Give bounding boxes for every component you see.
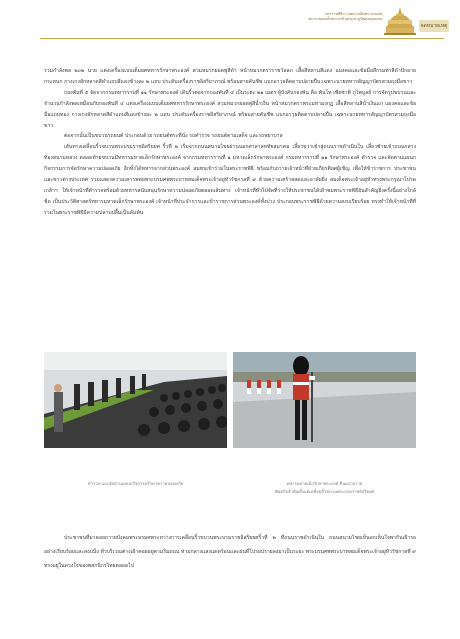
main-text [44, 66, 416, 219]
right-photo-caption [233, 480, 416, 496]
paragraph-2: กองพันที่ ๕ จัดจากกรมทหารราบที่ ๑๑ รักษาพระองค์ เดินริ้วต่อจากกองพันที่ ๔ เป็นระยะ ๒๑ เมตร ผู้บังคับกองพัน คือ พันโท เพียซาติ ภูไพบูลย์ การจัดรูปขบวนและจำนวนกำลังพลเหมือนกับกองพันที่ ๔ แต่งเครื่องแบบเต็มยศทหารรักษาพระองค์ สวมหมวกยอดพู่สีน้ำเงิน หน้าหมวกตราพระมหามงกุฎ เสื้อสีหลานสีน้ำเงินแก่ แผงคอและข้อมือแถบทอง กางเกงสักหลาดสีดำแถบสีแดงข้างละ ๒ แถบ ประดับเครื่องราชอิสริยาภรณ์ พร้อมสายคันชีพ แบกอาวุธติดดาบปลายปืน เฉพาะนายทหารสัญญาบัตรสวมถุงมือขาว [44, 89, 416, 129]
paragraph-4: เส้นทางเคลื่อนริ้วขบวนพระบรมราชอิสริยยศ ริ้วที่ ๒ เริ่มจากถนนสนามไชยผ่านนอกศาลาสหทัยสมาคม เลี้ยวขวาเข้าสู่ถนนราชดำเนินใน เลี้ยวซ้ายเข้าถนนกลางท้องสนามหลวง ตลอดท้ายขบวนมีทหารมหาดเล็กรักษาพระองค์ จากกรมทหารราบที่ ๑ มหาดเล็กรักษาพระองค์ กรมทหารราบที่ ๑๑ รักษาพระองค์ ตำรวจ และจัดตามแผนกกิจกรรมการจัดรักษาความปลอดภัย อีกทั้งได้ทหารจากส่วนพระองค์ สมทบเข้าร่วมในพระราชพิธี พร้อมกับถวายเจ้าหน้าที่ฝ่ายเกียรติยศผู้เชิญ เพื่อให้ข้าราชการ ประชาชน และชาวต่างประเทศ ร่วมแสดงความเคารพต่อพระบรมศพพระบาทสมเด็จพระเจ้าอยู่หัวรัชกาลที่ ๙ ด้วยความเศร้าสลดและอาลัยยิ่ง สมเด็จพระเจ้าอยู่หัวทรงพระกรุณาโปรดเกล้าฯ ให้เจ้าหน้าที่ตำรวจพร้อมด้วยทหารสนับสนุนรักษาความปลอดภัยตลอดเส้นทาง เจ้าหน้าที่ทั่วไปจัดที่ว่างให้ประชาชนได้เฝ้าชมพระราชพิธีอันสำคัญยิ่งครั้งนี้อย่างใกล้ชิด เป็นประวัติศาสตร์ทหารมหาดเล็กรักษาพระองค์ เจ้าหน้าที่ประจำการและข้าราชการส่วนพระองค์ทั้งปวง ประกอบพระราชพิธีด้วยความสงบเรียบร้อย ทรงทำให้เจ้าหน้าที่ที่ร่วมในพระราชพิธีมีความปลาบปลื้มเป็นล้นพ้น [44, 144, 416, 216]
page-header [0, 0, 460, 44]
photo-row [44, 352, 416, 448]
right-photo-caption-line1: ทหารมหาดเล็กรักษาพระองค์ ยืนแถวถวาย [286, 481, 363, 486]
photo-royal-guard [233, 352, 416, 448]
header-title-line2: พระบาทสมเด็จพระปรมินทรมหาภูมิพลอดุลยเดช [308, 17, 382, 21]
header-title [132, 12, 382, 22]
page-label-badge: จดหมายเหตุ [419, 20, 449, 32]
closing-paragraph: ประชาชนที่มาคอยถวายบังคมพระบรมศพระหว่างการเคลื่อนริ้วขบวนพระบรมราชอิสริยยศริ้วที่ ๒ ที่ถนนราชดำเนินใน ถนนสนามไชยเห็นอกเห็นใจพากันเฝ้ารออย่างเรียบร้อยและสงบนิ่ง ทั่วบริเวณต่างเฝ้าคอยอยู่ตามริมถนน ท่ามกลางแสงแดดร้อนและฝนที่โปรยปรายลงมาเป็นระยะ พระบรมศพพระบาทสมเด็จพระเจ้าอยู่หัวรัชกาลที่ ๙ ทรงอยู่ในดวงใจของพสกนิกรไทยตลอดไป [44, 535, 416, 569]
right-photo-caption-line2: พันธกิจสำคัญตั้งแต่เคลื่อนริ้วขบวนพระบรมราชอิสริยยศ [274, 489, 375, 494]
paragraph-3: ต่อจากนั้นเป็นขบวนรถยนต์ ประกอบด้วย รถยนต์พระที่นั่ง รถตำรวจ รถยนต์ตามเสด็จ และรถพยาบาล [64, 133, 283, 140]
paragraph-1: รวมกำลังพล ๒๐๒ นาย แต่งเครื่องแบบเต็มยศทหารรักษาพระองค์ สวมหมวกยอดพู่สีดำ หน้าหมวกตราราชวัลลภ เสื้อสีหลานสีแดง แผงคอและข้อมือสีกรมท่าสีดำปักลายกระหนก กางเกงสักหลาดสีดำแถบสีแดงข้างละ ๒ แถบ ประดับเครื่องราชอิสริยาภรณ์ พร้อมสายคันชีพ แบกอาวุธติดดาบปลายปืน เฉพาะนายทหารสัญญาบัตรสวมถุงมือขาว [44, 68, 416, 85]
header-title-line1: พระราชพิธีถวายพระเพลิงพระบรมศพ [325, 12, 382, 16]
left-photo-caption: ตำรวจ และจัดตามแผนกกิจกรรมรักษาความปลอดภัย [87, 481, 184, 486]
header-divider [40, 38, 444, 39]
royal-crematorium-emblem-icon [384, 6, 416, 36]
photo-crowd-and-guards [44, 352, 227, 448]
closing-text [44, 531, 416, 573]
